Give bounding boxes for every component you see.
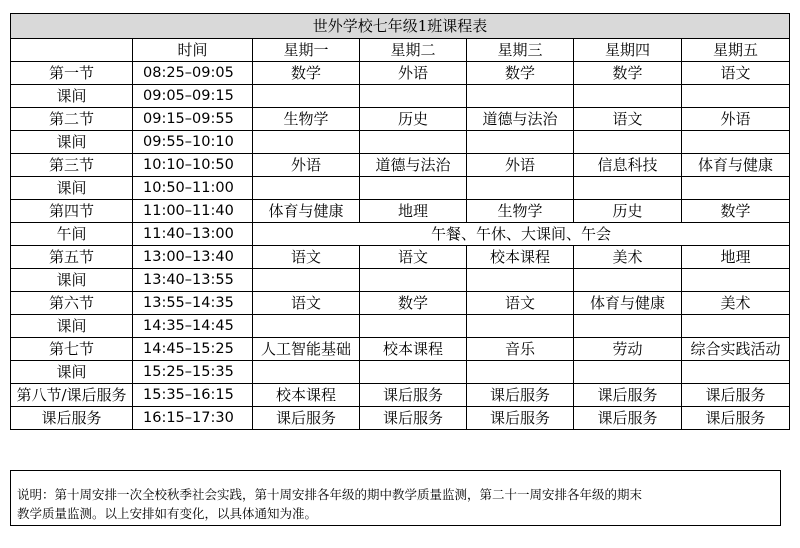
subject-cell: 校本课程	[467, 246, 574, 269]
subject-cell	[360, 269, 467, 292]
subject-cell	[467, 177, 574, 200]
subject-cell: 数学	[574, 62, 682, 85]
table-row	[11, 361, 790, 384]
subject-cell	[682, 131, 790, 154]
subject-cell	[682, 361, 790, 384]
period-cell: 第六节	[11, 292, 133, 315]
subject-cell	[467, 361, 574, 384]
subject-cell: 外语	[682, 108, 790, 131]
subject-cell	[467, 269, 574, 292]
subject-cell: 道德与法治	[360, 154, 467, 177]
subject-cell	[574, 131, 682, 154]
subject-cell: 体育与健康	[682, 154, 790, 177]
time-cell: 13:00–13:40	[133, 246, 253, 269]
subject-cell: 人工智能基础	[253, 338, 360, 361]
time-cell: 13:55–14:35	[133, 292, 253, 315]
period-cell: 午间	[11, 223, 133, 246]
period-cell: 课间	[11, 131, 133, 154]
period-cell: 第七节	[11, 338, 133, 361]
subject-cell	[360, 131, 467, 154]
time-cell: 15:25–15:35	[133, 361, 253, 384]
subject-cell: 数学	[360, 292, 467, 315]
subject-cell	[574, 269, 682, 292]
period-cell: 第二节	[11, 108, 133, 131]
subject-cell: 道德与法治	[467, 108, 574, 131]
time-cell: 11:00–11:40	[133, 200, 253, 223]
table-row	[11, 62, 790, 85]
subject-cell: 美术	[574, 246, 682, 269]
subject-cell: 外语	[467, 154, 574, 177]
header-cell: 时间	[133, 39, 253, 62]
subject-cell: 课后服务	[574, 384, 682, 407]
header-cell: 星期三	[467, 39, 574, 62]
table-row	[11, 315, 790, 338]
subject-cell: 体育与健康	[574, 292, 682, 315]
period-cell: 课间	[11, 361, 133, 384]
subject-cell	[574, 315, 682, 338]
subject-cell: 课后服务	[574, 407, 682, 430]
period-cell: 课间	[11, 315, 133, 338]
timetable	[10, 13, 790, 430]
subject-cell: 数学	[467, 62, 574, 85]
subject-cell: 语文	[467, 292, 574, 315]
subject-cell	[467, 85, 574, 108]
notes-box	[10, 470, 781, 526]
lunch-merged-cell: 午餐、午休、大课间、午会	[253, 223, 790, 246]
subject-cell	[682, 177, 790, 200]
subject-cell: 语文	[682, 62, 790, 85]
period-cell: 第八节/课后服务	[11, 384, 133, 407]
table-row	[11, 269, 790, 292]
subject-cell	[360, 85, 467, 108]
subject-cell: 劳动	[574, 338, 682, 361]
period-cell: 课间	[11, 85, 133, 108]
table-row	[11, 108, 790, 131]
header-row	[11, 39, 790, 62]
subject-cell: 课后服务	[467, 384, 574, 407]
subject-cell: 地理	[360, 200, 467, 223]
timetable-body	[11, 62, 790, 430]
table-row	[11, 177, 790, 200]
period-cell: 课后服务	[11, 407, 133, 430]
subject-cell	[253, 361, 360, 384]
subject-cell	[253, 315, 360, 338]
subject-cell	[360, 315, 467, 338]
time-cell: 14:45–15:25	[133, 338, 253, 361]
subject-cell	[360, 177, 467, 200]
subject-cell	[253, 131, 360, 154]
subject-cell: 语文	[360, 246, 467, 269]
notes-line: 教学质量监测。以上安排如有变化，以具体通知为准。	[17, 506, 318, 521]
header-cell: 星期五	[682, 39, 790, 62]
period-cell: 第五节	[11, 246, 133, 269]
time-cell: 09:55–10:10	[133, 131, 253, 154]
time-cell: 15:35–16:15	[133, 384, 253, 407]
table-row	[11, 292, 790, 315]
subject-cell	[574, 85, 682, 108]
table-row	[11, 154, 790, 177]
subject-cell: 生物学	[253, 108, 360, 131]
subject-cell: 语文	[253, 292, 360, 315]
subject-cell: 课后服务	[360, 407, 467, 430]
subject-cell: 课后服务	[682, 407, 790, 430]
subject-cell: 地理	[682, 246, 790, 269]
table-row	[11, 223, 790, 246]
subject-cell	[253, 85, 360, 108]
subject-cell	[253, 269, 360, 292]
subject-cell	[682, 85, 790, 108]
table-row	[11, 384, 790, 407]
table-row	[11, 200, 790, 223]
time-cell: 11:40–13:00	[133, 223, 253, 246]
subject-cell	[467, 315, 574, 338]
subject-cell: 校本课程	[360, 338, 467, 361]
subject-cell	[360, 361, 467, 384]
table-row	[11, 338, 790, 361]
time-cell: 13:40–13:55	[133, 269, 253, 292]
period-cell: 第四节	[11, 200, 133, 223]
subject-cell	[574, 361, 682, 384]
subject-cell	[682, 315, 790, 338]
table-title: 世外学校七年级1班课程表	[11, 14, 790, 39]
period-cell: 第一节	[11, 62, 133, 85]
subject-cell: 校本课程	[253, 384, 360, 407]
subject-cell: 信息科技	[574, 154, 682, 177]
header-cell: 星期二	[360, 39, 467, 62]
subject-cell: 音乐	[467, 338, 574, 361]
subject-cell: 综合实践活动	[682, 338, 790, 361]
subject-cell: 美术	[682, 292, 790, 315]
table-row	[11, 85, 790, 108]
period-cell: 课间	[11, 177, 133, 200]
time-cell: 10:10–10:50	[133, 154, 253, 177]
subject-cell: 生物学	[467, 200, 574, 223]
header-cell: 星期四	[574, 39, 682, 62]
subject-cell	[467, 131, 574, 154]
subject-cell: 数学	[682, 200, 790, 223]
table-row	[11, 246, 790, 269]
subject-cell: 历史	[360, 108, 467, 131]
subject-cell: 课后服务	[467, 407, 574, 430]
time-cell: 10:50–11:00	[133, 177, 253, 200]
time-cell: 08:25–09:05	[133, 62, 253, 85]
time-cell: 16:15–17:30	[133, 407, 253, 430]
subject-cell: 课后服务	[360, 384, 467, 407]
subject-cell: 体育与健康	[253, 200, 360, 223]
notes-line: 说明：第十周安排一次全校秋季社会实践，第十周安排各年级的期中教学质量监测，第二十一周安排各年级的期末	[17, 487, 643, 502]
table-row	[11, 131, 790, 154]
subject-cell	[253, 177, 360, 200]
subject-cell	[574, 177, 682, 200]
subject-cell: 历史	[574, 200, 682, 223]
time-cell: 09:15–09:55	[133, 108, 253, 131]
period-cell: 第三节	[11, 154, 133, 177]
time-cell: 09:05–09:15	[133, 85, 253, 108]
header-cell	[11, 39, 133, 62]
subject-cell: 语文	[574, 108, 682, 131]
subject-cell	[682, 269, 790, 292]
header-cell: 星期一	[253, 39, 360, 62]
subject-cell: 数学	[253, 62, 360, 85]
time-cell: 14:35–14:45	[133, 315, 253, 338]
table-row	[11, 407, 790, 430]
subject-cell: 课后服务	[682, 384, 790, 407]
subject-cell: 外语	[253, 154, 360, 177]
subject-cell: 语文	[253, 246, 360, 269]
subject-cell: 外语	[360, 62, 467, 85]
period-cell: 课间	[11, 269, 133, 292]
subject-cell: 课后服务	[253, 407, 360, 430]
